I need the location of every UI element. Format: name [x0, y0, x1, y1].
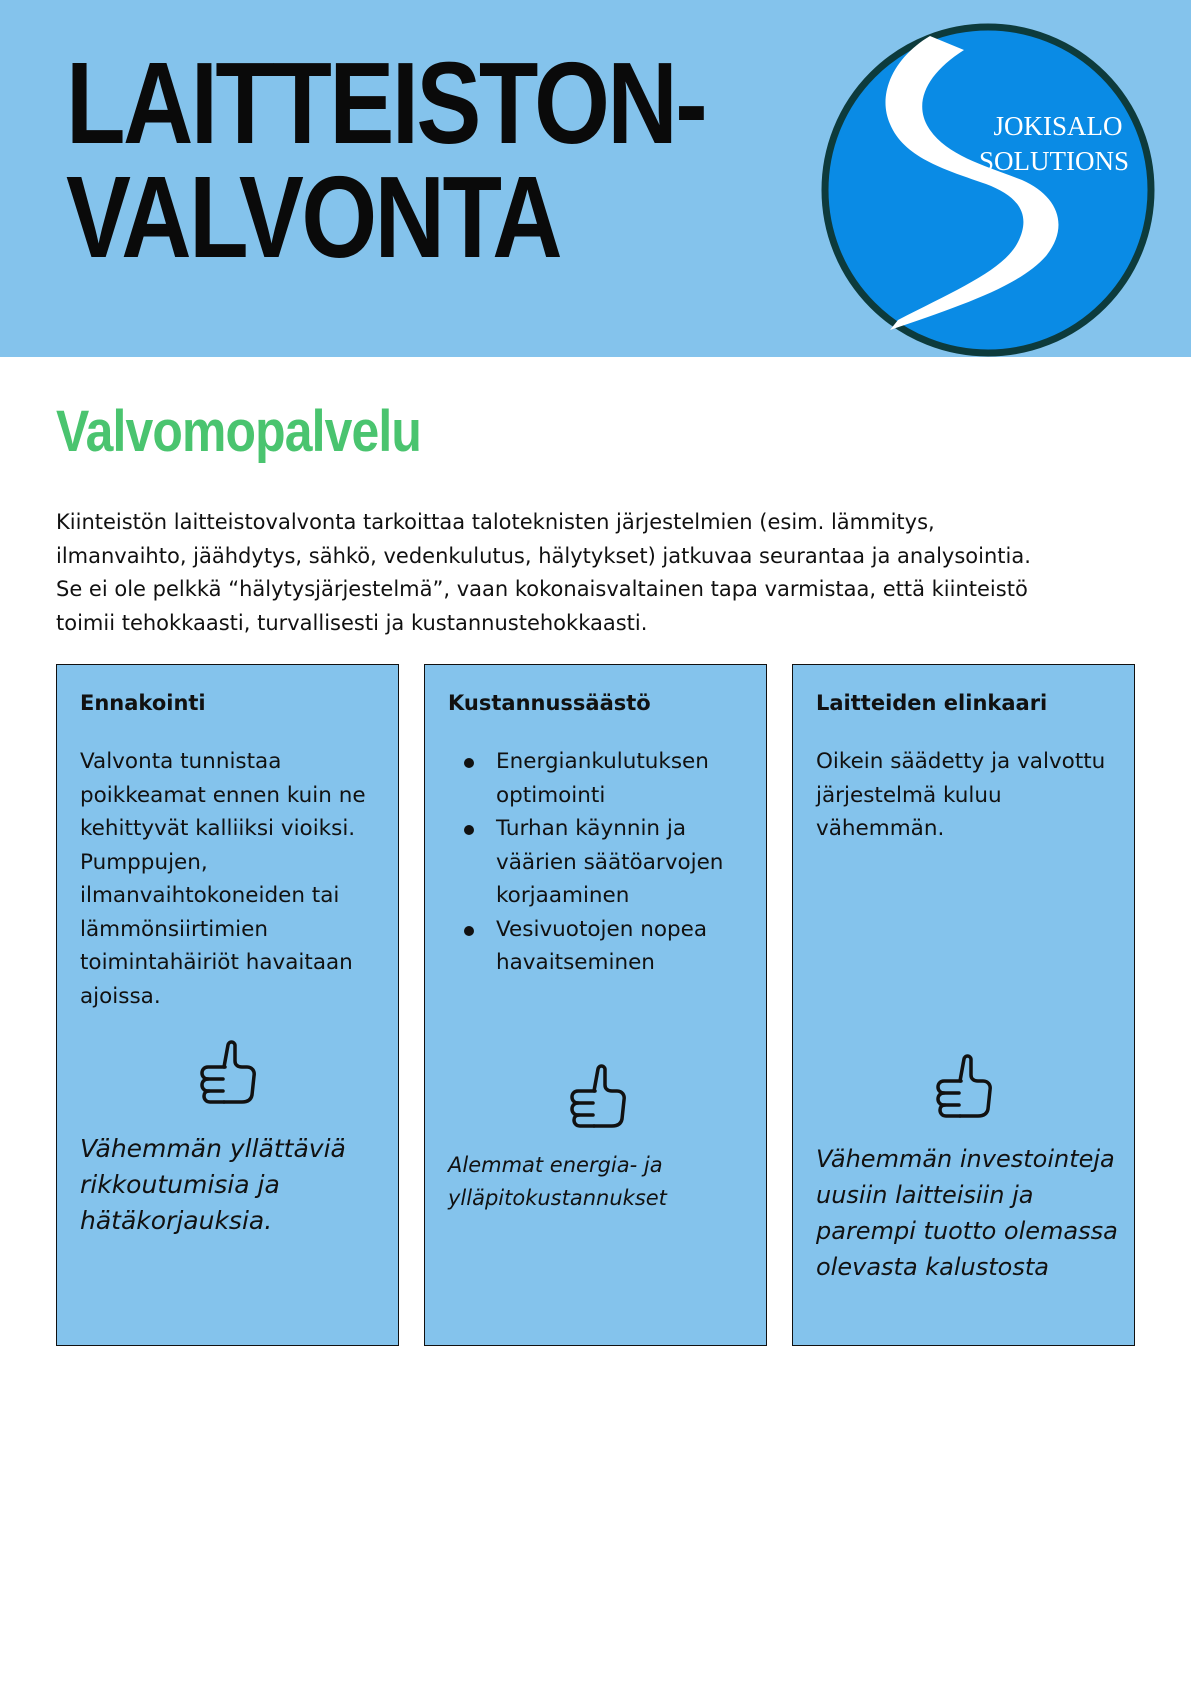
card-result: Vähemmän yllättäviä rikkoutumisia ja hätäkorjauksia. — [80, 1134, 346, 1235]
header-banner — [0, 0, 1191, 357]
card-heading: Laitteiden elinkaari — [816, 691, 1048, 715]
card-ennakointi — [56, 664, 399, 1346]
card-result: Alemmat energia- ja ylläpitokustannukset — [448, 1153, 667, 1210]
page-title — [66, 38, 706, 282]
card-heading: Ennakointi — [80, 691, 206, 715]
logo-text-line-1: JOKISALO — [993, 111, 1123, 141]
card-kustannussaasto — [424, 664, 767, 1346]
list-item: Vesivuotojen nopea havaitseminen — [448, 913, 748, 980]
card-result: Vähemmän investointeja uusiin laitteisiin ja parempi tuotto olemassa olevasta kalustosta — [816, 1145, 1118, 1281]
list-item: Energiankulutuksen optimointi — [448, 745, 748, 812]
card-heading: Kustannussäästö — [448, 691, 651, 715]
page-title-line-1: LAITTEISTON- — [66, 38, 706, 168]
card-laitteiden-elinkaari — [792, 664, 1135, 1346]
logo-text-line-2: SOLUTIONS — [978, 146, 1130, 176]
section-title: Valvomopalvelu — [56, 399, 421, 464]
thumbs-up-icon — [197, 1039, 259, 1105]
card-body: Valvonta tunnistaa poikkeamat ennen kuin ne kehittyvät kalliiksi vioiksi. Pumppujen, ilmanvaihtokoneiden tai lämmönsiirtimien toimintahäiriöt havaitaan ajoissa. — [80, 749, 366, 1009]
intro-paragraph: Kiinteistön laitteistovalvonta tarkoittaa taloteknisten järjestelmien (esim. lämmitys, ilmanvaihto, jäähdytys, sähkö, vedenkulutus, hälytykset) jatkuvaa seurantaa ja analysointia. Se ei ole pelkkä “hälytysjärjestelmä”, vaan kokonaisvaltainen tapa varmistaa, että kiinteistö toimii tehokkaasti, turvallisesti ja kustannustehokkaasti. — [56, 510, 1031, 635]
page-title-line-2: VALVONTA — [66, 152, 561, 282]
card-body: Oikein säädetty ja valvottu järjestelmä kuluu vähemmän. — [816, 749, 1106, 841]
bullet-list — [448, 745, 748, 980]
bullet-dot — [464, 758, 474, 768]
thumbs-up-icon — [933, 1053, 995, 1119]
bullet-dot — [464, 825, 474, 835]
company-logo — [818, 20, 1158, 360]
list-item: Turhan käynnin ja väärien säätöarvojen korjaaminen — [448, 812, 748, 913]
bullet-dot — [464, 926, 474, 936]
thumbs-up-icon — [567, 1063, 629, 1129]
